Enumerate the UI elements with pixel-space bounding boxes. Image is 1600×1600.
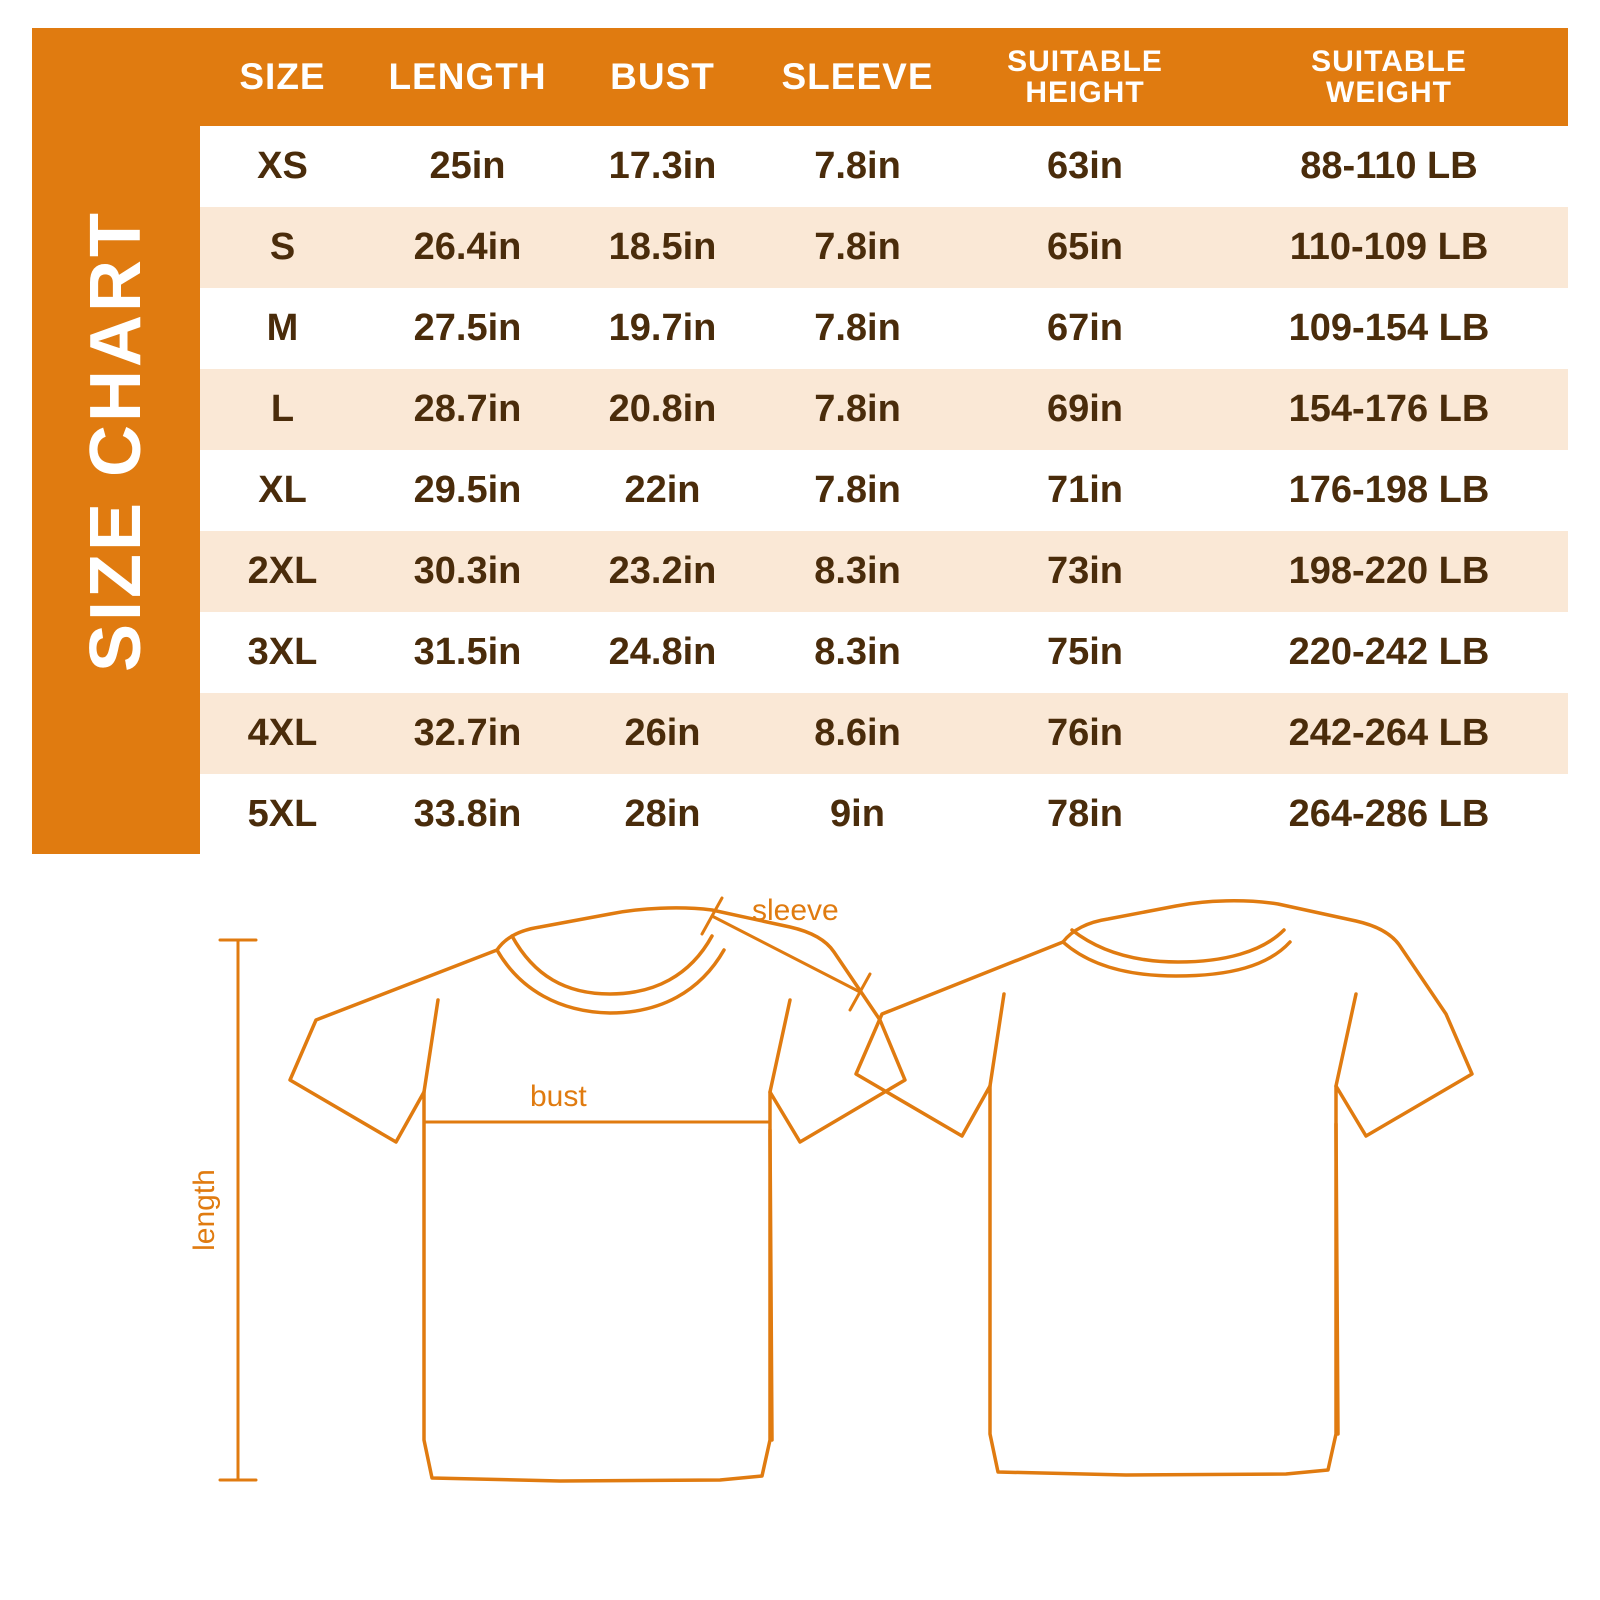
cell-bust: 24.8in <box>570 612 755 693</box>
cell-height: 75in <box>960 612 1210 693</box>
page-title: SIZE CHART <box>76 210 156 672</box>
sleeve-label: sleeve <box>752 894 839 927</box>
table-body <box>200 126 1568 855</box>
cell-weight: 264-286 LB <box>1210 774 1568 855</box>
cell-length: 32.7in <box>365 693 570 774</box>
col-header-suitable-height-line1: SUITABLE <box>1007 44 1163 78</box>
cell-length: 33.8in <box>365 774 570 855</box>
cell-height: 69in <box>960 369 1210 450</box>
col-header-suitable-weight-line2: WEIGHT <box>1326 76 1452 109</box>
cell-sleeve: 7.8in <box>755 450 960 531</box>
cell-size: 4XL <box>200 693 365 774</box>
col-header-suitable-weight <box>1210 28 1568 126</box>
cell-weight: 110-109 LB <box>1210 207 1568 288</box>
cell-weight: 242-264 LB <box>1210 693 1568 774</box>
table-row <box>200 126 1568 207</box>
table-row <box>200 774 1568 855</box>
table-header <box>200 28 1568 126</box>
table-header-row <box>200 28 1568 126</box>
cell-bust: 22in <box>570 450 755 531</box>
col-header-suitable-height <box>960 28 1210 126</box>
cell-weight: 198-220 LB <box>1210 531 1568 612</box>
bust-label: bust <box>530 1080 587 1113</box>
col-header-bust: BUST <box>610 55 715 97</box>
cell-height: 67in <box>960 288 1210 369</box>
size-chart-table <box>200 28 1568 855</box>
cell-length: 29.5in <box>365 450 570 531</box>
cell-height: 73in <box>960 531 1210 612</box>
cell-length: 31.5in <box>365 612 570 693</box>
cell-weight: 109-154 LB <box>1210 288 1568 369</box>
cell-sleeve: 8.3in <box>755 531 960 612</box>
length-label: length <box>188 1169 221 1251</box>
cell-length: 25in <box>365 126 570 207</box>
cell-length: 26.4in <box>365 207 570 288</box>
col-header-sleeve: SLEEVE <box>781 55 934 97</box>
cell-length: 30.3in <box>365 531 570 612</box>
table-row <box>200 369 1568 450</box>
bust-measure-line <box>424 1104 770 1140</box>
cell-bust: 26in <box>570 693 755 774</box>
col-header-size: SIZE <box>239 55 326 97</box>
col-header-length: LENGTH <box>388 55 547 97</box>
cell-sleeve: 7.8in <box>755 288 960 369</box>
cell-weight: 176-198 LB <box>1210 450 1568 531</box>
cell-sleeve: 8.6in <box>755 693 960 774</box>
table-row <box>200 612 1568 693</box>
table-row <box>200 450 1568 531</box>
table-row <box>200 207 1568 288</box>
cell-size: XS <box>200 126 365 207</box>
size-chart-panel <box>32 28 1568 854</box>
tshirt-front-outline <box>290 908 905 1481</box>
cell-sleeve: 7.8in <box>755 126 960 207</box>
col-header-suitable-height-line2: HEIGHT <box>1025 76 1145 109</box>
cell-sleeve: 9in <box>755 774 960 855</box>
cell-bust: 23.2in <box>570 531 755 612</box>
cell-weight: 88-110 LB <box>1210 126 1568 207</box>
table-row <box>200 693 1568 774</box>
cell-bust: 28in <box>570 774 755 855</box>
cell-bust: 19.7in <box>570 288 755 369</box>
cell-size: L <box>200 369 365 450</box>
col-header-suitable-weight-line1: SUITABLE <box>1311 44 1467 78</box>
cell-height: 71in <box>960 450 1210 531</box>
cell-bust: 18.5in <box>570 207 755 288</box>
cell-sleeve: 7.8in <box>755 207 960 288</box>
cell-length: 27.5in <box>365 288 570 369</box>
cell-size: M <box>200 288 365 369</box>
cell-size: 3XL <box>200 612 365 693</box>
table-row <box>200 288 1568 369</box>
cell-bust: 17.3in <box>570 126 755 207</box>
cell-height: 65in <box>960 207 1210 288</box>
cell-bust: 20.8in <box>570 369 755 450</box>
cell-height: 76in <box>960 693 1210 774</box>
cell-height: 63in <box>960 126 1210 207</box>
table-row <box>200 531 1568 612</box>
tshirt-back-outline <box>856 901 1472 1475</box>
measurement-diagram <box>0 880 1600 1580</box>
cell-height: 78in <box>960 774 1210 855</box>
length-measure-line <box>220 940 256 1480</box>
size-chart-vertical-title <box>32 28 200 854</box>
cell-size: XL <box>200 450 365 531</box>
cell-weight: 220-242 LB <box>1210 612 1568 693</box>
cell-size: S <box>200 207 365 288</box>
size-table-container <box>200 28 1568 854</box>
cell-length: 28.7in <box>365 369 570 450</box>
cell-sleeve: 7.8in <box>755 369 960 450</box>
cell-weight: 154-176 LB <box>1210 369 1568 450</box>
cell-size: 2XL <box>200 531 365 612</box>
cell-size: 5XL <box>200 774 365 855</box>
cell-sleeve: 8.3in <box>755 612 960 693</box>
